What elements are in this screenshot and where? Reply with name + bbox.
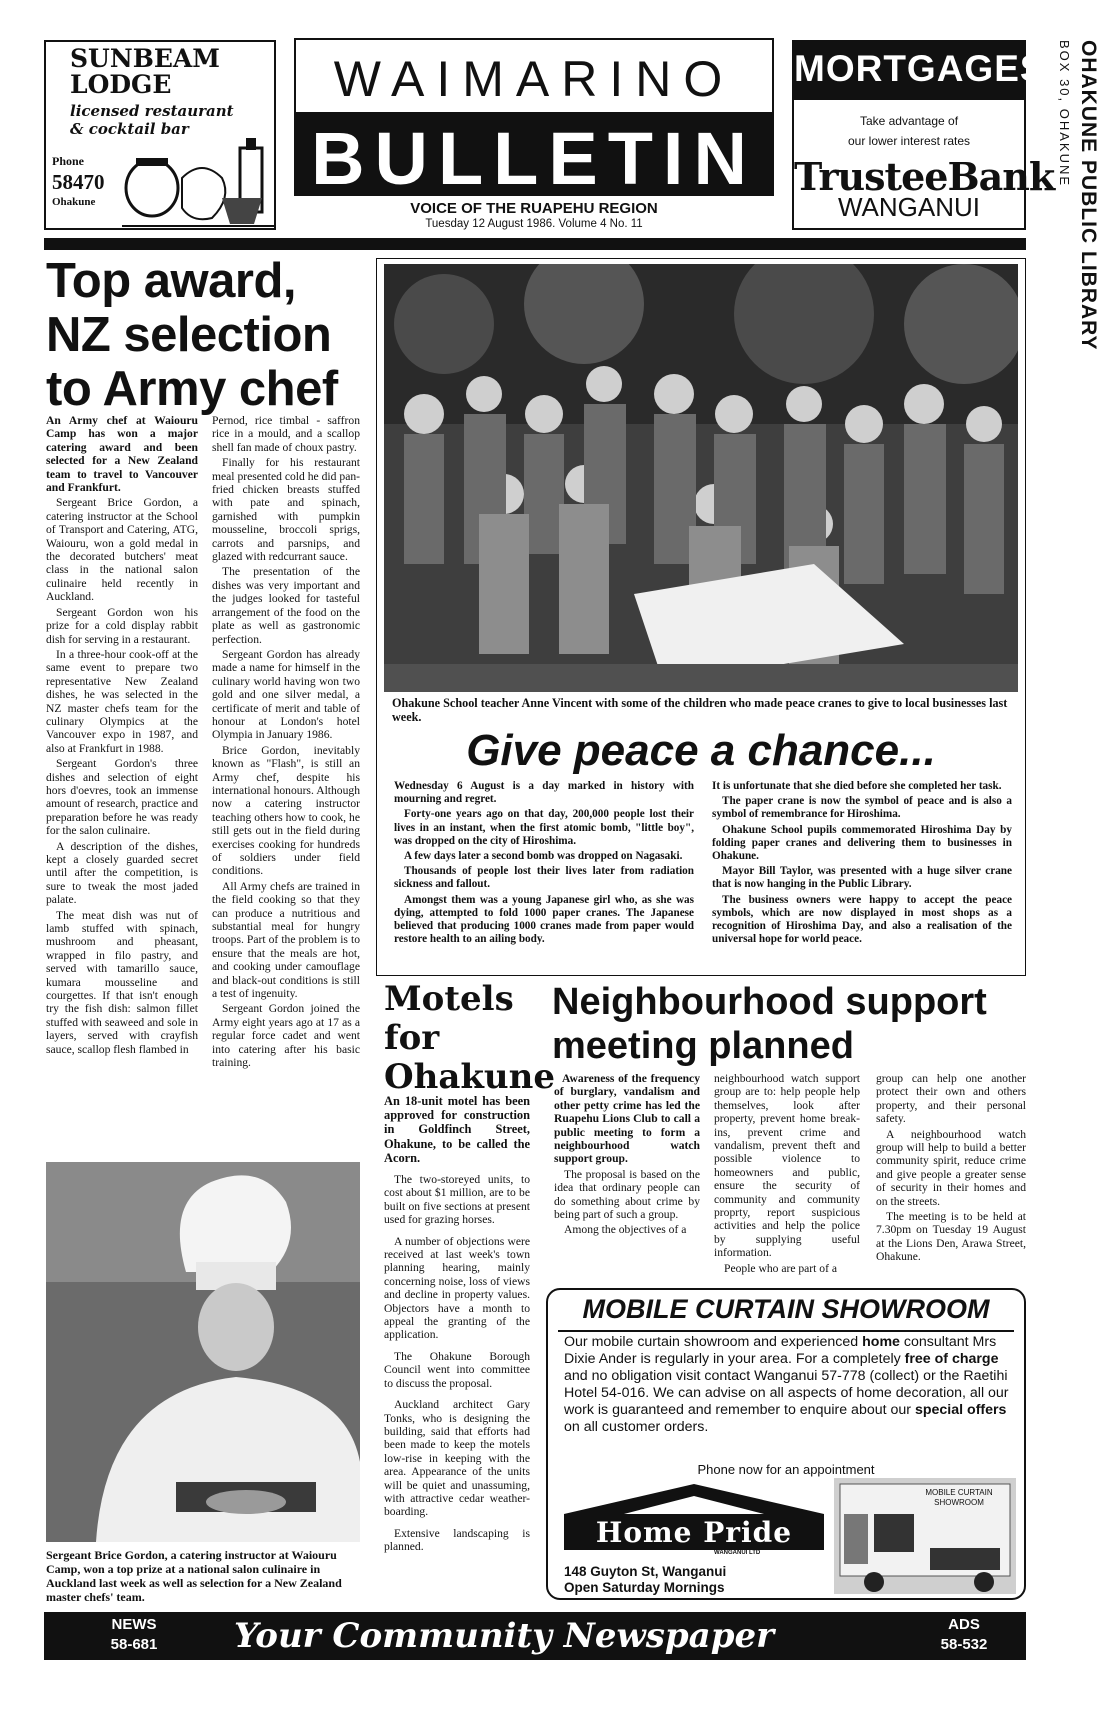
curtain-ad-text-bold: special offers [914,1402,1007,1418]
mortgages-ad [792,40,1055,230]
home-pride-city: WANGANUI LTD [714,1550,761,1556]
mobile-showroom-van-photo [834,1478,1016,1594]
army-chef-paragraph: Sergeant Gordon joined the Army eight years ago at 17 as a regular force cadet and went into catering after his basic training. [212,1002,360,1070]
chef-photo-caption: Sergeant Brice Gordon, a catering instructor at Waiouru Camp, won a top prize at a national salon culinaire in Auckland last week as well as selection for a New Zealand master chefs' team. [46,1548,342,1604]
library-stamp [1030,40,1112,351]
peace-col1 [394,780,694,970]
footer-ads-phone: 58-532 [940,1636,988,1653]
army-chef-paragraph: The presentation of the dishes was very important and the judges looked for tasteful arrangement of the food on the plate as well as gastronomic perfection. [212,565,360,646]
peace-col2 [712,780,1012,970]
curtain-ad-text-bold: home [862,1334,900,1350]
masthead [294,38,774,230]
home-pride-brand: Home Pride [595,1516,793,1549]
curtain-ad-text-bold: free of charge [904,1351,999,1367]
neighbourhood-col1 [554,1072,700,1284]
neighbourhood-paragraph: Among the objectives of a [564,1223,687,1237]
army-chef-paragraph: Sergeant Gordon has already made a name for himself in the culinary world having won two gold and one silver medal, a certificate of merit and table of honour at London's hotel Olympia in January 1986. [212,647,360,742]
masthead-tagline: VOICE OF THE RUAPEHU REGION [410,200,658,217]
peace-crane-photo [384,264,1018,692]
motels-paragraph: Auckland architect Gary Tonks, who is designing the building, said that efforts had been made to keep the motels low-rise in keeping with the area. Appearance of the units will be quiet and unassuming, with attractive cedar weather-boarding. [384,1398,530,1519]
peace-paragraph: The paper crane is now the symbol of peace and is also a symbol of remembrance for Hiroshima. [712,795,1012,821]
army-chef-paragraph: Sergeant Brice Gordon, a catering instructor at the School of Transport and Catering, ATG, Waiouru, won a gold medal in the decorated butchers' meat class in the national salon culinaire held recently in Auckland. [46,496,198,604]
chef-photo [46,1162,360,1542]
home-pride-roof-icon [564,1484,824,1514]
library-stamp-line1: OHAKUNE PUBLIC LIBRARY [1077,40,1100,351]
peace-paragraph: Amongst them was a young Japanese girl who, as she was dying, attempted to fold 1000 paper cranes. The Japanese believed that producing 1000 cranes made from paper would restore health to an ailing body. [394,893,694,946]
neighbourhood-paragraph: The proposal is based on the idea that ordinary people can do something about crime by being part of such a group. [554,1167,700,1222]
army-chef-paragraph: Sergeant Gordon won his prize for a cold display rabbit dish for serving in a restaurant. [46,605,198,646]
sunbeam-line2: & cocktail bar [70,120,189,138]
peace-paragraph: Thousands of people lost their lives later from radiation sickness and fallout. [394,865,694,891]
sunbeam-town: Ohakune [52,196,96,208]
van-sign-line1: MOBILE CURTAIN [925,1488,993,1497]
sunbeam-phone-label: Phone [52,154,85,168]
footer-ads-label: ADS [948,1616,980,1633]
neighbourhood-col2 [714,1072,860,1284]
neighbourhood-headline: Neighbourhood support meeting planned [552,981,987,1067]
peace-paragraph: The business owners were happy to accept the peace symbols, which are now displayed in most shops as a recognition of Hiroshima Day, and also a realisation of the universal hope for world peace. [712,893,1012,946]
trusteebank-city: WANGANUI [837,192,981,222]
peace-paragraph: Mayor Bill Taylor, was presented with a huge silver crane that is now hanging in the Public Library. [712,865,1012,891]
masthead-name-top: WAIMARINO [333,51,735,107]
masthead-name-bottom: BULLETIN [311,117,757,200]
peace-paragraph: Ohakune School pupils commemorated Hiroshima Day by folding paper cranes and delivering them to businesses in Ohakune. [712,823,1012,863]
army-chef-paragraph: Finally for his restaurant meal presented cold he did pan-fried chicken breasts stuffed with pate and spinach, garnished with pumpkin mousseline, broccoli sprigs, carrots and parsnips, and glazed with redcurrant sauce. [212,456,360,564]
peace-paragraph: Wednesday 6 August is a day marked in history with mourning and regret. [394,780,694,806]
curtain-ad-hours: Open Saturday Mornings [564,1580,725,1595]
peace-headline: Give peace a chance... [466,726,936,775]
neighbourhood-paragraph: neighbourhood watch support group are to: help people help themselves, look after property, prevent home break-ins, prevent crime and vandalism, prevent theft and possible violence to homeowners and public, ensure the security of community and community proprty, report suspicious activities and help the police by supplying useful information. [714,1072,860,1260]
van-sign-line2: SHOWROOM [934,1498,984,1507]
army-chef-paragraph: Sergeant Gordon's three dishes and selection of eight hors d'oevres, took an immense amount of research, practice and preparation before he was ready for the salon culinaire. [46,757,198,838]
curtain-ad-text: on all customer orders. [564,1419,709,1435]
neighbourhood-paragraph: A neighbourhood watch group will help to build a better community spirit, reduce crime and give people a greater sense of security in their homes and on the streets. [876,1127,1026,1208]
tableware-illustration [122,138,274,230]
home-pride-logo [564,1484,824,1562]
curtain-ad-phone-now: Phone now for an appointment [697,1462,875,1477]
army-chef-col1 [46,414,198,1150]
footer-bar [44,1612,1026,1660]
curtain-ad-text: Our mobile curtain showroom and experienced [564,1334,859,1350]
peace-paragraph: Forty-one years ago on that day, 200,000 people lost their lives in an instant, when the first atomic bomb, "little boy", was dropped on the city of Hiroshima. [394,808,694,847]
footer-news-phone: 58-681 [110,1636,158,1653]
army-chef-headline: Top award, NZ selection to Army chef [46,254,338,416]
chef-photo-illustration [46,1162,360,1542]
motels-lead: An 18-unit motel has been approved for construction in Goldfinch Street, Ohakune, to be called the Acorn. [384,1094,530,1165]
neighbourhood-lead: Awareness of the frequency of burglary, vandalism and other petty crime has led the Ruapehu Lions Club to call a public meeting to form a neighbourhood watch support group. [554,1072,700,1166]
sunbeam-name: SUNBEAM LODGE [70,44,220,99]
header-rule [44,238,1026,250]
sunbeam-line1: licensed restaurant [70,102,234,120]
sunbeam-phone: 58470 [52,170,105,194]
peace-paragraph: A few days later a second bomb was dropped on Nagasaki. [404,850,683,863]
army-chef-paragraph: Pernod, rice timbal - saffron rice in a mould, and a scallop shell fan made of choux pastry. [212,414,360,454]
mortgages-line2: our lower interest rates [847,134,971,148]
army-chef-paragraph: All Army chefs are trained in the field cooking so that they can produce a nutritious and substantial meal for hungry troops. Part of the problem is to ensure that the meals are hot, and cooking under camouflage and black-out conditions is still a test of ingenuity. [212,879,360,1001]
trusteebank-logo: TrusteeBank [794,154,1055,199]
neighbourhood-paragraph: group can help one another protect their own and others property, and their personal safety. [876,1072,1026,1126]
army-chef-paragraph: A description of the dishes, kept a closely guarded secret until after the competition, is sure to tweak the most jaded palate. [46,839,198,907]
library-stamp-line2: BOX 30, OHAKUNE [1057,40,1072,188]
masthead-black-band [294,114,774,200]
curtain-ad-title: MOBILE CURTAIN SHOWROOM [582,1294,990,1324]
mortgages-title: MORTGAGES [794,48,1046,89]
motels-paragraph: The Ohakune Borough Council went into committee to discuss the proposal. [384,1349,530,1390]
army-chef-paragraph: In a three-hour cook-off at the same event to prepare two representative New Zealand dishes, he was selected in the NZ master chefs team for the culinary Olympics at the Vancouver expo in 1987, and also at Frankfurt in 1988. [46,647,198,755]
curtain-ad-text: and no obligation visit contact Wanganui 57-778 (collect) or the Raetihi Hotel 54-016. We can advise on all aspects of home decoration, all our work is guaranteed and remember to enquire about our [564,1368,1009,1418]
mortgages-line1: Take advantage of [859,114,959,128]
curtain-ad-body [564,1334,1012,1436]
peace-photo-caption: Ohakune School teacher Anne Vincent with some of the children who made peace cranes to give to local businesses last week. [392,696,1008,724]
motels-paragraph: Extensive landscaping is planned. [384,1526,530,1554]
sunbeam-lodge-ad [44,40,276,230]
neighbourhood-paragraph: People who are part of a [724,1261,837,1275]
army-chef-col2 [212,414,360,1164]
motels-paragraph: The two-storeyed units, to cost about $1 million, are to be built on five sections at present used for grazing horses. [384,1173,530,1227]
neighbourhood-paragraph: The meeting is to be held at 7.30pm on Tuesday 19 August at the Lions Den, Arawa Street, Ohakune. [876,1210,1026,1264]
motels-headline: Motels for Ohakune [384,979,555,1097]
footer-news-label: NEWS [111,1616,157,1633]
motels-body [384,1094,530,1604]
curtain-ad-title-rule [558,1330,1014,1332]
peace-paragraph: It is unfortunate that she died before she completed her task. [712,780,1002,792]
masthead-dateline: Tuesday 12 August 1986. Volume 4 No. 11 [425,218,643,230]
neighbourhood-col3 [876,1072,1026,1284]
motels-paragraph: A number of objections were received at last week's town planning hearing, mainly concerning noise, loss of views and decline in property values. Objectors have a month to appeal the granting of the application. [384,1234,530,1342]
army-chef-lead: An Army chef at Waiouru Camp has won a major catering award and been selected for a New Zealand team to travel to Vancouver and Frankfurt. [46,414,198,495]
army-chef-paragraph: The meat dish was nut of lamb stuffed with spinach, mushroom and pheasant, wrapped in filo pastry, and served with tamarillo sauce, kumara mousseline and courgettes. If that isn't enough try the fish dish: salmon fillet stuffed with seaweed and sole in layers, served with crayfish sauce, scallop flesh flambed in [46,908,198,1056]
peace-photo-illustration [384,264,1018,692]
army-chef-paragraph: Brice Gordon, inevitably known as "Flash", is still an Army chef, despite his international honours. Although now a catering instructor teaching others how to cook, he still gets out in the field during exercises cooking for hundreds of soldiers under field conditions. [212,743,360,878]
curtain-ad-text: consultant Mrs Dixie Ander is regularly in your area. For a completely [564,1334,997,1367]
curtain-showroom-ad [546,1288,1026,1600]
footer-slogan: Your Community Newspaper [233,1616,775,1656]
curtain-ad-address: 148 Guyton St, Wanganui [564,1564,727,1579]
